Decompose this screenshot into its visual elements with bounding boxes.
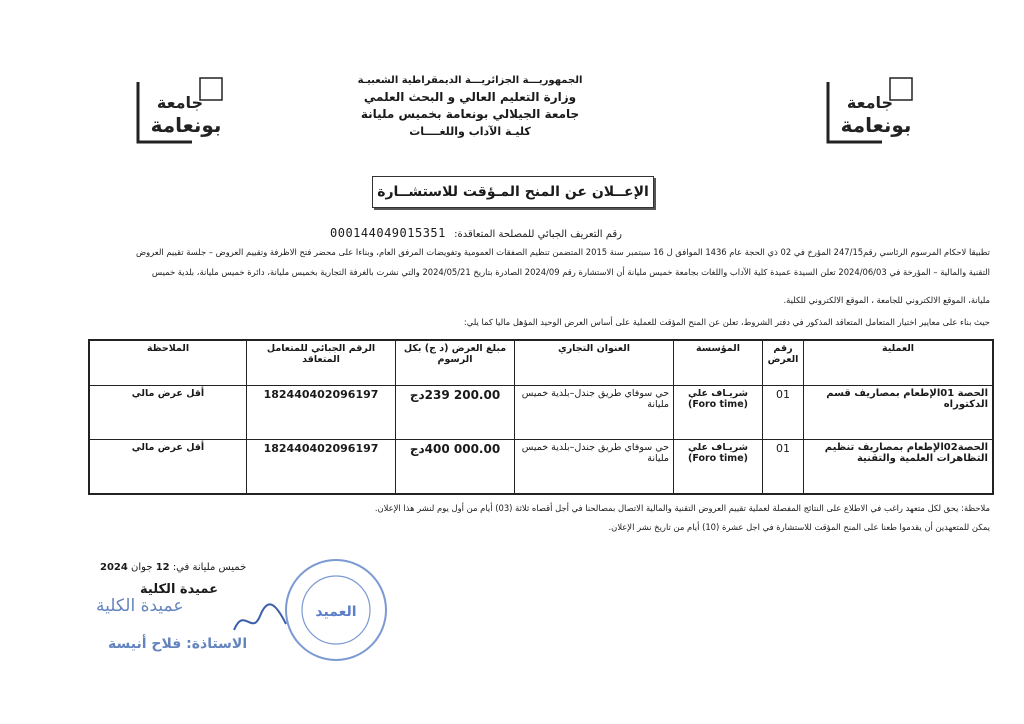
signatory-name: الاستاذة: فلاح أنيسة bbox=[108, 636, 248, 652]
table-header: المؤسسة bbox=[674, 340, 763, 386]
table-cell: شريـاف علي (Foro time) bbox=[674, 386, 763, 440]
date-year: 2024 bbox=[100, 562, 128, 573]
date-prefix: خميس مليانة في: bbox=[172, 562, 247, 573]
table-cell: 200.00 239دج bbox=[396, 386, 515, 440]
university-logo-icon bbox=[822, 72, 918, 152]
table-header: الرقم الجبائي للمتعامل المتعاقد bbox=[247, 340, 396, 386]
table-header: العملية bbox=[804, 340, 994, 386]
award-table bbox=[88, 339, 994, 495]
faculty-line: كليـة الآداب واللغــــات bbox=[409, 125, 531, 138]
stamp-center-text: العميد bbox=[315, 604, 357, 620]
note-1: ملاحظة: يحق لكل متعهد راغب في الاطلاع على النتائج المفصلة لعملية تقييم العروض التقنية والمالية الاتصال بمصالحنا في أجل أقصاه ثلاثة (03) أيام من أول يوم لنشر هذا الإعلان. bbox=[374, 503, 990, 513]
table-cell: حي سوفاي طريق جندل–بلدية خميس مليانة bbox=[515, 440, 674, 494]
round-stamp-icon bbox=[282, 556, 390, 664]
table-row bbox=[89, 386, 993, 440]
university-line: جامعة الجيلالي بونعامة بخميس مليانة bbox=[360, 107, 580, 121]
paragraph-2: التقنية والمالية – المؤرخة في 2024/06/03 تعلن السيدة عميدة كلية الآداب واللغات بجامعة خميس مليانة أن الاستشارة رقم 2024/09 الصادرة بتاريخ 2024/05/21 والتي نشرت بالغرفة التجارية بخميس مليانة، دائرة خميس مليانة، بلدية خميس bbox=[151, 267, 990, 277]
republic-line: الجمهوريـــة الجزائريـــة الديمقراطية الشعبيـة bbox=[357, 75, 583, 86]
table-row bbox=[89, 440, 993, 494]
signature-date bbox=[100, 562, 300, 573]
round-stamp bbox=[282, 556, 390, 664]
tax-id-label: رقم التعريف الجبائي للمصلحة المتعاقدة: bbox=[454, 229, 622, 240]
tax-id-value: 000144049015351 bbox=[330, 226, 446, 240]
svg-text:جامعة: جامعة bbox=[156, 93, 204, 112]
signatory-role: عميدة الكلية bbox=[140, 582, 219, 597]
handwritten-signature bbox=[230, 600, 290, 640]
svg-text:بونعامة: بونعامة bbox=[840, 113, 912, 137]
table-cell: 182440402096197 bbox=[247, 440, 396, 494]
table-cell: الحصة02الإطعام بمصاريف تنظيم التظاهرات العلمية والتقنية bbox=[804, 440, 994, 494]
university-logo-icon bbox=[132, 72, 228, 152]
table-cell: 182440402096197 bbox=[247, 386, 396, 440]
document-header bbox=[300, 72, 640, 140]
paragraph-4: حيث بناء على معايير اختيار المتعامل المتعاقد المذكور في دفتر الشروط، تعلن عن المنح المؤقت للعملية على أساس العرض الوحيد المؤهل ماليا كما يلي: bbox=[463, 317, 990, 327]
table-header: الملاحظة bbox=[89, 340, 247, 386]
stamp-faculty-text: عميدة الكلية bbox=[96, 596, 184, 616]
ministry-line: وزارة التعليم العالي و البحث العلمي bbox=[363, 90, 577, 104]
table-header-row bbox=[89, 340, 993, 386]
table-cell: 000.00 400دج bbox=[396, 440, 515, 494]
date-day: 12 bbox=[155, 562, 170, 573]
table-header: العنوان التجاري bbox=[515, 340, 674, 386]
svg-text:بونعامة: بونعامة bbox=[150, 113, 222, 137]
note-2: يمكن للمتعهدين أن يقدموا طعنا على المنح المؤقت للاستشارة في اجل عشرة (10) أيام من تاريخ نشر الإعلان. bbox=[608, 522, 990, 532]
table-cell: أقل عرض مالي bbox=[89, 386, 247, 440]
date-month: جوان bbox=[131, 562, 153, 573]
paragraph-1: تطبيقا لاحكام المرسوم الرئاسي رقم247/15 المؤرخ في 02 ذي الحجة عام 1436 الموافق ل 16 سبتمبر سنة 2015 المتضمن تنظيم الصفقات العمومية وتفويضات المرفق العام، وبناءا على محضر فتح الاظرفة وتقييم العروض – جلسة تقييم العروض bbox=[135, 247, 990, 257]
table-cell: شريـاف علي (Foro time) bbox=[674, 440, 763, 494]
table-cell: 01 bbox=[763, 386, 804, 440]
page-title: الإعــلان عن المنح المـؤقت للاستشــارة bbox=[372, 176, 654, 208]
svg-text:جامعة: جامعة bbox=[846, 93, 894, 112]
table-header: مبلغ العرض (د ج) بكل الرسوم bbox=[396, 340, 515, 386]
table-cell: 01 bbox=[763, 440, 804, 494]
table-header: رقم العرض bbox=[763, 340, 804, 386]
table-cell: حي سوفاي طريق جندل–بلدية خميس مليانة bbox=[515, 386, 674, 440]
table-cell: أقل عرض مالي bbox=[89, 440, 247, 494]
table-cell: الحصة 01الإطعام بمصاريف قسم الدكتوراه bbox=[804, 386, 994, 440]
paragraph-3: مليانة، الموقع الالكتروني للجامعة ، الموقع الالكتروني للكلية. bbox=[783, 295, 990, 305]
university-logo-right bbox=[822, 72, 918, 152]
university-logo-left bbox=[132, 72, 228, 152]
